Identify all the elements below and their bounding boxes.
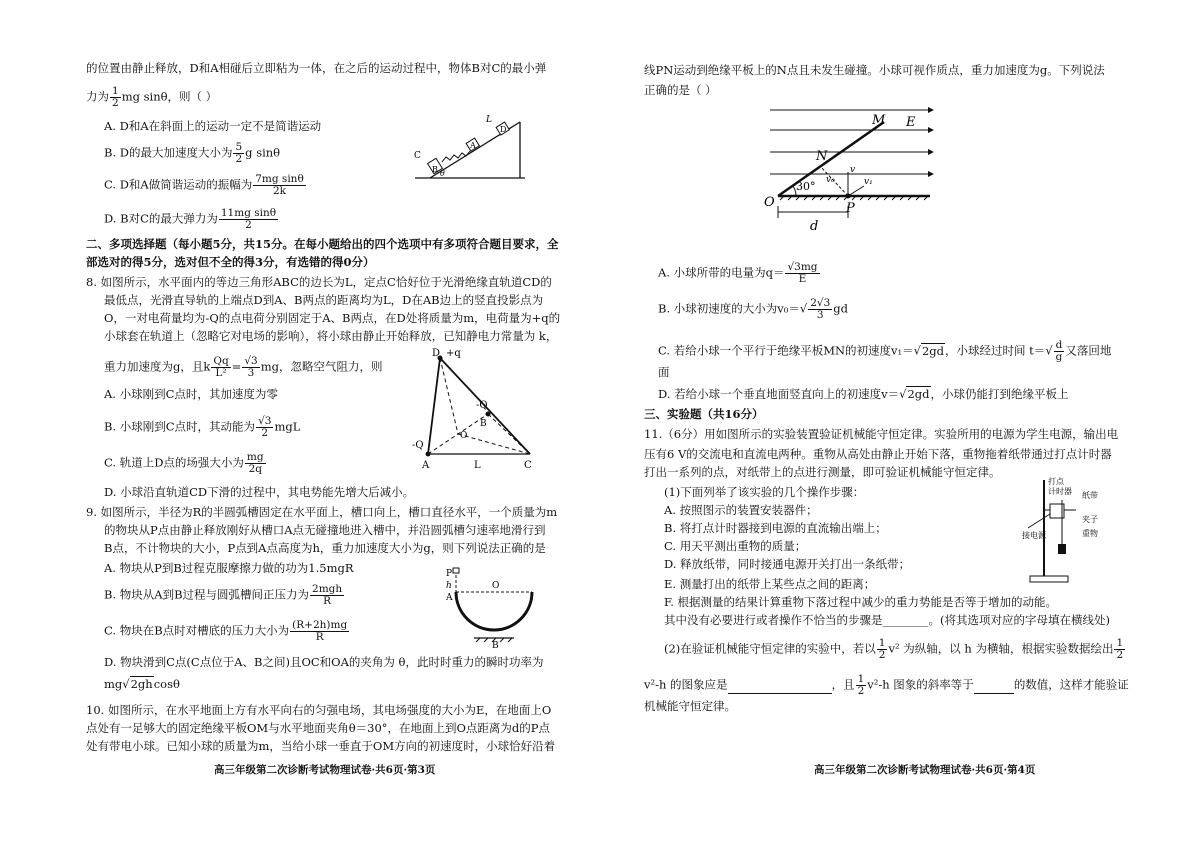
fig-label: O <box>460 431 468 441</box>
q8-line3: O，一对电荷量均为-Q的点电荷分别固定于A、B两点，在D处将质量为m，电荷量为+q的 <box>104 311 561 325</box>
section2-line2: 部选对的得5分，选对但不全的得3分，有选错的得0分） <box>86 255 375 269</box>
fraction: $\frac{mg}{2q}$ <box>246 451 264 475</box>
q10-option-b: B. 小球初速度的大小为v₀＝√ $\frac{2√3}{3}$ gd <box>658 297 848 321</box>
q9-option-b <box>104 584 345 607</box>
sqrt-term: 2gd <box>921 343 945 358</box>
q11-step-a: A. 按照图示的装置安装器件； <box>664 503 818 517</box>
q11-part1: (1)下面列举了该实验的几个操作步骤： <box>664 485 865 499</box>
option-text: B. 物块从A到B过程与圆弧槽间正压力为 <box>104 587 310 602</box>
fraction: $\frac{5}{2}$ <box>235 141 243 165</box>
q7-option-d <box>104 208 279 231</box>
fig-label: h <box>446 581 452 591</box>
q11-part2-line3: 机械能守恒定律。 <box>644 699 736 713</box>
fig-label: A <box>422 460 430 471</box>
q7-text: mg sinθ，则（ ） <box>121 89 218 104</box>
q11-part2-line2 <box>644 674 1129 697</box>
option-text: mgL <box>274 419 301 434</box>
q7-option-b <box>104 142 280 165</box>
q11-step-f: F. 根据测量的结果计算重物下落过程中减少的重力势能是否等于增加的动能。 <box>664 595 1057 609</box>
q11-text: v²-h 图象的斜率等于 <box>867 677 974 692</box>
fig-label: L <box>486 115 492 125</box>
q11-apparatus-figure <box>1020 470 1120 586</box>
q11-part2 <box>664 638 1126 661</box>
fig-label: A <box>446 593 453 603</box>
q11-text: v² 为纵轴，以 h 为横轴，根据实验数据绘出 <box>888 641 1114 656</box>
q11-line1: 11.（6分）用如图所示的实验装置验证机械能守恒定律。实验所用的电源为学生电源，输出电 <box>644 427 1119 441</box>
answer-blank[interactable] <box>974 677 1014 694</box>
fig-label: N <box>816 149 828 164</box>
q8-option-a: A. 小球刚到C点时，其加速度为零 <box>104 387 278 401</box>
q11-text: ，且 <box>831 677 855 692</box>
option-text: B. 小球刚到C点时，其动能为 <box>104 419 256 434</box>
q7-option-c <box>104 174 307 197</box>
right-page <box>600 0 1200 848</box>
q8-text: 重力加速度为g，且k <box>104 359 211 374</box>
option-text: gd <box>833 301 848 316</box>
fig-label: D <box>432 348 441 359</box>
option-text: ，小球仍能打到绝缘平板上 <box>930 387 1069 401</box>
fig-label: -Q <box>412 440 424 451</box>
q8-text: = <box>231 359 242 374</box>
option-text: A. 小球所带的电量为q＝ <box>658 265 785 280</box>
sqrt-term: 2gh <box>130 677 153 691</box>
fraction: $\frac{(R+2h)mg}{R}$ <box>292 619 348 643</box>
fig-label: C <box>414 151 421 161</box>
option-text: D. B对C的最大弹力为 <box>104 211 218 226</box>
option-text: C. 轨道上D点的场强大小为 <box>104 455 244 470</box>
q10-option-c: C. 若给小球一个平行于绝缘平板MN的初速度v₁＝√2gd，小球经过时间 t＝√ $\frac{d}{g}$ 又落回地 <box>658 339 1112 363</box>
fig-label: B <box>432 165 438 174</box>
q10-option-d: D. 若给小球一个垂直地面竖直向上的初速度v＝√2gd，小球仍能打到绝缘平板上 <box>658 387 1069 401</box>
q8-line2: 最低点，光滑直导轨的上端点D到A、B两点的距离均为L，D在AB边上的竖直投影点为 <box>104 293 544 307</box>
option-text: B. D的最大加速度大小为 <box>104 145 233 160</box>
q8-line5 <box>104 356 382 379</box>
q10-option-c-cont: 面 <box>658 365 670 379</box>
q10-cont-line1: 线PN运动到绝缘平板上的N点且未发生碰撞。小球可视作质点，重力加速度为g。下列说法 <box>644 63 1105 77</box>
option-text: g sinθ <box>245 145 281 160</box>
fig-label: -Q <box>476 400 488 411</box>
option-text: 又落回地 <box>1065 343 1112 358</box>
option-text: C. 物块在B点时对槽底的压力大小为 <box>104 623 290 638</box>
fig-label: B <box>480 419 487 429</box>
section3-title: 三、实验题（共16分） <box>644 407 764 421</box>
fig-label: D <box>500 125 507 134</box>
q9-bowl-figure <box>444 566 544 648</box>
fig-label: P <box>446 569 453 579</box>
fraction: $\frac{Qq}{\text{L²}}$ <box>213 355 229 379</box>
fraction: $\frac{d}{g}$ <box>1055 339 1063 363</box>
fig-label: 打点 <box>1048 477 1064 486</box>
right-footer: 高三年级第二次诊断考试物理试卷·共6页·第4页 <box>814 764 1036 776</box>
fraction: $\frac{1}{2}$ <box>112 85 119 109</box>
fraction: $\frac{\text{2mgh}}{R}$ <box>312 583 343 607</box>
left-footer: 高三年级第二次诊断考试物理试卷·共6页·第3页 <box>214 764 436 776</box>
answer-blank[interactable] <box>728 677 832 694</box>
fraction: $\frac{√3mg}{E}$ <box>787 261 818 285</box>
fig-label: 夹子 <box>1082 515 1098 524</box>
q10-option-a <box>658 262 821 285</box>
fig-label: d <box>810 219 819 234</box>
q8-option-d: D. 小球沿直轨道CD下滑的过程中，其电势能先增大后减小。 <box>104 485 415 499</box>
fig-label: +q <box>446 348 461 359</box>
q9-line1: 9. 如图所示，半径为R的半圆弧槽固定在水平面上，槽口向上，槽口直径水平，一个质量为m <box>86 505 558 519</box>
sqrt-term: 2gd <box>907 387 930 401</box>
option-text: B. 小球初速度的大小为v₀＝ <box>658 301 800 316</box>
fig-label: A <box>470 141 476 150</box>
q9-line3: B点，不计物块的大小，P点到A点高度为h，重力加速度大小为g，则下列说法正确的是 <box>104 541 546 555</box>
q11-step-c: C. 用天平测出重物的质量； <box>664 539 807 553</box>
q7-line2 <box>86 86 217 109</box>
q9-line2: 的物块从P点由静止释放刚好从槽口A点无碰撞地进入槽中，并沿圆弧槽匀速率地滑行到 <box>104 523 546 537</box>
option-text: cosθ <box>153 677 180 691</box>
q8-option-c <box>104 452 267 475</box>
q7-line1: 的位置由静止释放，D和A相碰后立即粘为一体，在之后的运动过程中，物体B对C的最小弹 <box>86 61 547 75</box>
fig-label: 计时器 <box>1048 487 1072 496</box>
fig-label: 30° <box>796 180 816 193</box>
fraction: $\frac{√3}{3}$ <box>244 355 258 379</box>
q10-cont-line2: 正确的是（ ） <box>644 83 717 97</box>
q8-option-b <box>104 416 300 439</box>
option-text: C. 若给小球一个平行于绝缘平板MN的初速度v₁＝ <box>658 343 914 358</box>
q10-line3: 处有带电小球。已知小球的质量为m，当给小球一垂直于OM方向的初速度时，小球恰好沿着 <box>86 739 556 753</box>
fraction: $\frac{√3}{2}$ <box>258 415 272 439</box>
fig-label: L <box>474 460 481 471</box>
q9-option-c <box>104 620 350 643</box>
q7-text: 力为 <box>86 89 109 104</box>
fig-label: 重物 <box>1082 529 1098 538</box>
fig-label: θ <box>440 169 445 178</box>
fig-label: B <box>492 641 499 648</box>
q11-text: (2)在验证机械能守恒定律的实验中，若以 <box>664 641 876 656</box>
fig-label: v₁ <box>864 177 873 187</box>
q8-line4: 小球套在轨道上（忽略它对电场的影响），将小球由静止开始释放，已知静电力常量为 k， <box>104 329 558 343</box>
q8-text: mg，忽略空气阻力，则 <box>260 359 383 374</box>
fig-label: O <box>492 581 500 591</box>
q11-line2: 压有6 V的交流电和直流电两种。重物从高处由静止开始下落，重物拖着纸带通过打点计时器 <box>644 447 1112 461</box>
fig-label: 纸带 <box>1082 491 1098 500</box>
q11-text: 的数值，这样才能验证 <box>1013 677 1129 692</box>
q11-part1-question: 其中没有必要进行或者操作不恰当的步骤是________。(将其选项对应的字母填在横线处) <box>664 613 1110 627</box>
option-text: D. 若给小球一个垂直地面竖直向上的初速度v＝ <box>658 387 900 401</box>
q11-text: v²-h 的图象应是 <box>644 677 728 692</box>
q9-option-a: A. 物块从P到B过程克服摩擦力做的功为1.5mgR <box>104 561 354 575</box>
q7-option-a: A. D和A在斜面上的运动一定不是简谐运动 <box>104 119 322 133</box>
fraction: $\frac{\text{11mg sinθ}}{2}$ <box>220 207 277 231</box>
fig-label: E <box>906 115 916 130</box>
fraction: $\frac{\text{7mg sinθ}}{2k}$ <box>255 173 304 197</box>
q8-line1: 8. 如图所示，水平面内的等边三角形ABC的边长为L，定点C恰好位于光滑绝缘直轨道CD的 <box>86 275 552 289</box>
fraction: $\frac{1}{2}$ <box>1116 637 1124 661</box>
fig-label: 接电源 <box>1022 531 1046 540</box>
q10-line2: 点处有一足够大的固定绝缘平板OM与水平地面夹角θ＝30°，在地面上到O点距离为d的P点 <box>86 721 551 735</box>
q9-option-d-line2: mg√2ghcosθ <box>104 677 180 691</box>
q11-line3: 打出一系列的点，对纸带上的点进行测量，即可验证机械能守恒定律。 <box>644 465 1001 479</box>
q11-step-b: B. 将打点计时器接到电源的直流输出端上； <box>664 521 887 535</box>
q11-step-e: E. 测量打出的纸带上某些点之间的距离； <box>664 577 876 591</box>
q8-triangle-figure <box>412 344 542 472</box>
fig-label: v <box>850 165 856 175</box>
q9-option-d-line1: D. 物块滑到C点(C点位于A、B之间)且OC和OA的夹角为 θ，此时时重力的瞬时功率为 <box>104 655 544 669</box>
fig-label: P <box>846 201 855 216</box>
fig-label: O <box>764 195 775 210</box>
option-text: C. D和A做简谐运动的振幅为 <box>104 177 253 192</box>
q10-field-figure <box>760 100 940 238</box>
q10-line1: 10. 如图所示，在水平地面上方有水平向右的匀强电场，其电场强度的大小为E，在地面上O <box>86 703 552 717</box>
q11-step-d: D. 释放纸带，同时接通电源开关打出一条纸带； <box>664 557 911 571</box>
section2-line1: 二、多项选择题（每小题5分，共15分。在每小题给出的四个选项中有多项符合题目要求，全 <box>86 237 559 251</box>
fraction: $\frac{1}{2}$ <box>857 673 865 697</box>
fraction: $\frac{1}{2}$ <box>878 637 886 661</box>
fig-label: v₀ <box>826 175 835 185</box>
q7-incline-figure <box>410 110 530 185</box>
fig-label: C <box>524 460 532 471</box>
fraction: $\frac{2√3}{3}$ <box>810 297 831 321</box>
fig-label: M <box>872 113 886 128</box>
option-text: ，小球经过时间 t＝ <box>945 343 1046 358</box>
option-text: mg <box>104 677 123 691</box>
